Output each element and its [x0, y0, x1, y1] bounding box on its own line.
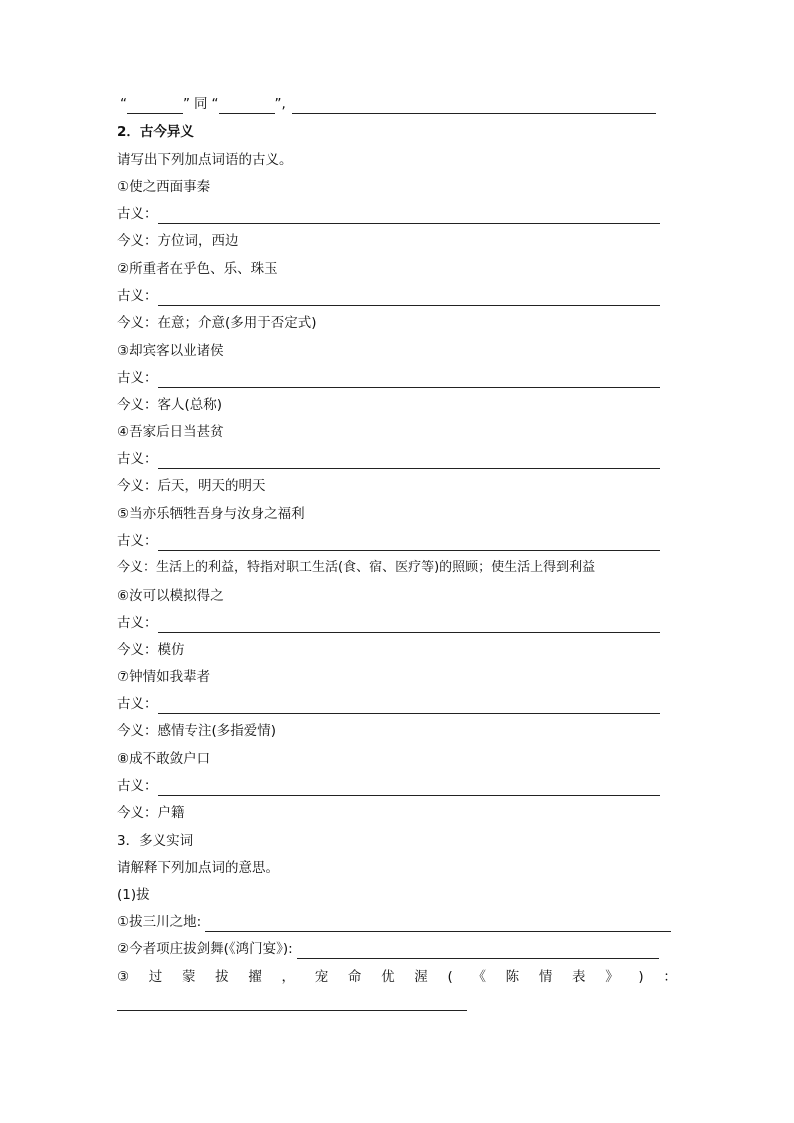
question-char: 渥: [414, 969, 428, 985]
jin-meaning: 今义：感情专注(多指爱情): [117, 723, 277, 739]
blank-field[interactable]: [127, 99, 183, 114]
question-char: 命: [347, 969, 362, 985]
quote-open: “: [120, 96, 127, 112]
question-char: 擢: [248, 969, 262, 985]
jin-meaning: 今义：方位词，西边: [117, 233, 239, 249]
jin-meaning: 今义：模仿: [117, 642, 185, 658]
question-char: 陈: [505, 969, 520, 985]
answer-blank[interactable]: [292, 99, 656, 114]
question-char: ③: [117, 969, 130, 985]
question-char: 蒙: [181, 969, 196, 985]
tongjiazi-line: [120, 94, 656, 114]
gu-answer-row: [117, 694, 660, 714]
gu-answer-row: [117, 531, 660, 551]
gu-label: 古义：: [117, 696, 158, 712]
quote-close: ”: [183, 96, 190, 112]
same-as-text: 同: [194, 96, 208, 112]
question-text: ①拔三川之地:: [117, 914, 202, 930]
item-sentence: ⑧成不敢敛户口: [117, 751, 211, 767]
question-char: 宠: [314, 969, 329, 985]
gu-answer-row: [117, 204, 660, 224]
gu-answer-row: [117, 613, 660, 633]
gu-label: 古义：: [117, 615, 158, 631]
section-heading: 3．多义实词: [117, 833, 194, 849]
answer-blank[interactable]: [297, 944, 659, 959]
instruction-text: 请解释下列加点词的意思。: [117, 860, 279, 876]
blank-field[interactable]: [219, 99, 275, 114]
gu-answer-row: [117, 449, 660, 469]
gu-answer-row: [117, 368, 660, 388]
question-char: ：: [663, 969, 677, 985]
question-char: 优: [381, 969, 395, 985]
quote-close: ”,: [274, 96, 286, 112]
jin-meaning: 今义：客人(总称): [117, 397, 223, 413]
quote-open: “: [211, 96, 219, 112]
jin-meaning: 今义：户籍: [117, 805, 185, 821]
item-sentence: ④吾家后日当甚贫: [117, 424, 224, 440]
jin-meaning: 今义：生活上的利益，特指对职工生活(食、宿、医疗等)的照顾；使生活上得到利益: [117, 560, 596, 575]
question-char: 表: [572, 969, 586, 985]
question-row: [117, 939, 659, 959]
question-char: 》: [605, 969, 619, 985]
gu-label: 古义：: [117, 206, 158, 222]
sub-heading: (1)拔: [117, 887, 150, 903]
item-sentence: ①使之西面事秦: [117, 179, 211, 195]
instruction-text: 请写出下列加点词语的古义。: [117, 152, 293, 168]
answer-blank[interactable]: [158, 209, 660, 224]
question-char: 过: [148, 969, 163, 985]
answer-blank[interactable]: [158, 618, 660, 633]
answer-blank[interactable]: [205, 917, 671, 932]
item-sentence: ③却宾客以业诸侯: [117, 343, 224, 359]
gu-label: 古义：: [117, 288, 158, 304]
item-sentence: ②所重者在乎色、乐、珠玉: [117, 261, 278, 277]
answer-blank[interactable]: [158, 291, 660, 306]
question-char: 《: [472, 969, 486, 985]
question-row-justified: [117, 967, 677, 987]
gu-label: 古义：: [117, 778, 158, 794]
jin-meaning: 今义：后天，明天的明天: [117, 478, 266, 494]
question-char: 拔: [215, 969, 229, 985]
question-text: ②今者项庄拔剑舞(《鸿门宴》):: [117, 941, 293, 957]
item-sentence: ⑦钟情如我辈者: [117, 669, 211, 685]
jin-meaning: 今义：在意；介意(多用于否定式): [117, 315, 317, 331]
gu-label: 古义：: [117, 451, 158, 467]
item-sentence: ⑥汝可以模拟得之: [117, 588, 224, 604]
gu-label: 古义：: [117, 370, 158, 386]
answer-blank[interactable]: [158, 373, 660, 388]
gu-label: 古义：: [117, 533, 158, 549]
question-char: (: [447, 969, 453, 985]
question-char: 情: [538, 969, 553, 985]
question-char: ，: [281, 969, 296, 985]
item-sentence: ⑤当亦乐牺牲吾身与汝身之福利: [117, 506, 305, 522]
answer-blank[interactable]: [117, 996, 467, 1011]
answer-blank[interactable]: [158, 699, 660, 714]
gu-answer-row: [117, 286, 660, 306]
question-char: ): [638, 969, 644, 985]
gu-answer-row: [117, 776, 660, 796]
answer-blank[interactable]: [158, 781, 660, 796]
section-heading: 2．古今异义: [117, 124, 194, 140]
answer-blank[interactable]: [158, 536, 660, 551]
answer-blank[interactable]: [158, 454, 660, 469]
question-row: [117, 912, 671, 932]
